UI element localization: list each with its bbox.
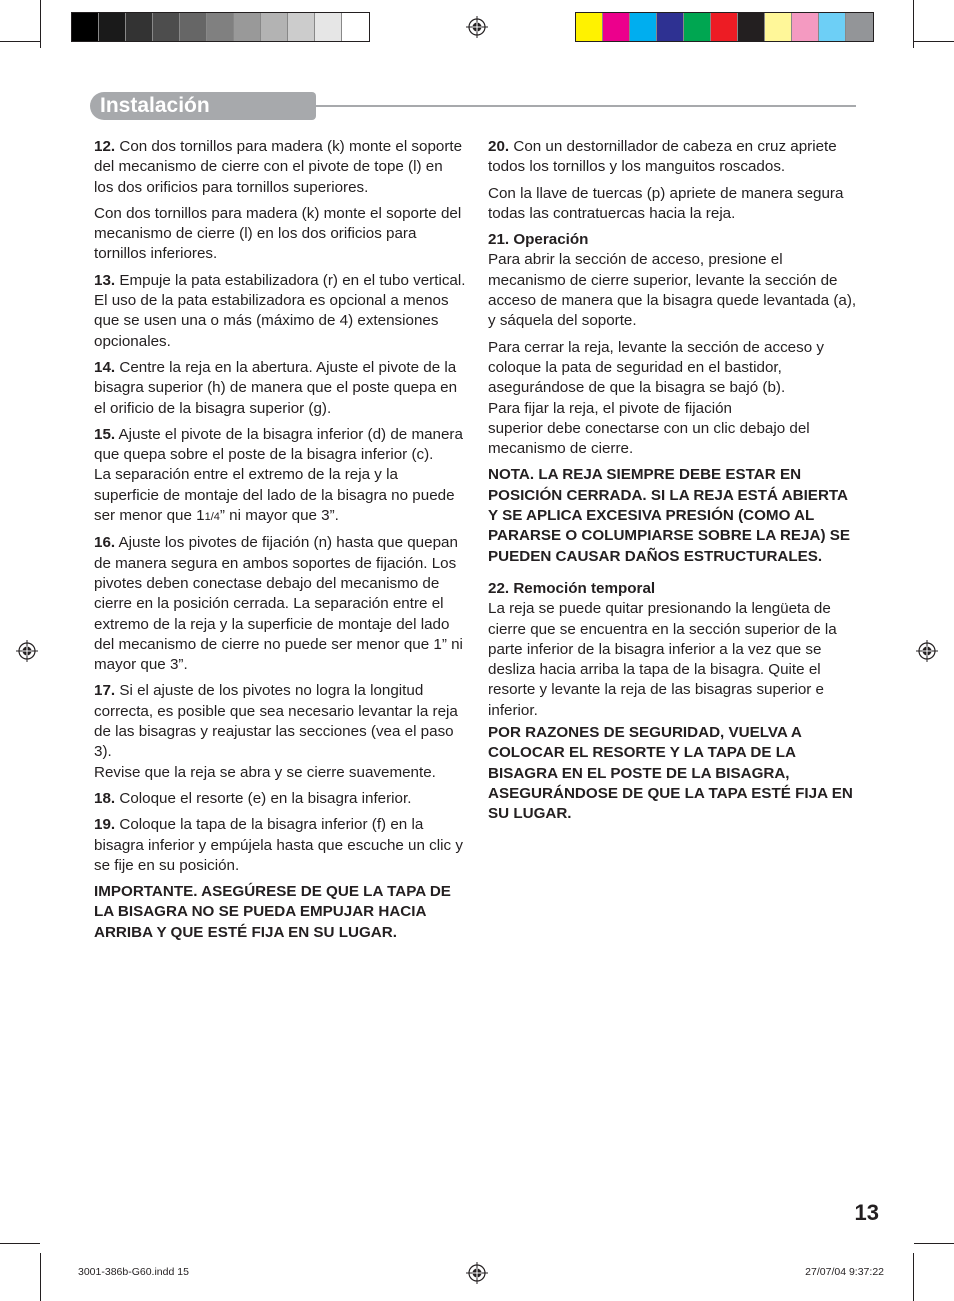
color-swatch bbox=[288, 13, 315, 41]
note-warning: NOTA. LA REJA SIEMPRE DEBE ESTAR EN POSICIÓN CERRADA. SI LA REJA ESTÁ ABIERTA Y SE APLICA EXCESIVA PRESIÓN (COMO AL PARARSE O COLUMPIARSE SOBRE LA REJA) SE PUEDEN CAUSAR DAÑOS ESTRUCTURALES. bbox=[488, 466, 851, 565]
color-swatch bbox=[630, 13, 657, 41]
color-swatch bbox=[72, 13, 99, 41]
step-14: 14. Centre la reja en la abertura. Ajuste el pivote de la bisagra superior (h) de manera que el poste quepa en el orificio de la bisagra superior (g). bbox=[94, 358, 458, 417]
color-swatch bbox=[738, 13, 765, 41]
color-swatch bbox=[684, 13, 711, 41]
left-column bbox=[94, 137, 466, 949]
gray-color-bar bbox=[71, 12, 370, 42]
step-15: 15. Ajuste el pivote de la bisagra inferior (d) de manera que quepa sobre el poste de la bisagra inferior (c). La separación entre el extremo de la reja y la superficie de montaje del lado de la bisagra no puede ser menor que 11/4” ni mayor que 3”. bbox=[94, 425, 463, 525]
crop-mark bbox=[40, 0, 41, 48]
color-swatch bbox=[99, 13, 126, 41]
right-column bbox=[488, 137, 860, 831]
color-swatch bbox=[765, 13, 792, 41]
color-swatch bbox=[153, 13, 180, 41]
color-swatch bbox=[846, 13, 873, 41]
step-20-continued: Con la llave de tuercas (p) apriete de manera segura todas las contratuercas hacia la reja. bbox=[488, 184, 844, 222]
header-rule bbox=[316, 105, 856, 107]
safety-warning: POR RAZONES DE SEGURIDAD, VUELVA A COLOCAR EL RESORTE Y LA TAPA DE LA BISAGRA EN EL POSTE DE LA BISAGRA, ASEGURÁNDOSE DE QUE LA TAPA ESTÉ FIJA EN SU LUGAR. bbox=[488, 724, 853, 823]
registration-mark-icon bbox=[916, 640, 938, 662]
step-17: 17. Si el ajuste de los pivotes no logra la longitud correcta, es posible que sea necesario levantar la reja de las bisagras y reajustar las secciones (vea el paso 3). Revise que la reja se abra y se cierre suavemente. bbox=[94, 682, 458, 781]
footer-file-info: 3001-386b-G60.indd 15 bbox=[78, 1266, 189, 1278]
color-swatch bbox=[819, 13, 846, 41]
crop-mark bbox=[914, 41, 954, 42]
color-swatch bbox=[792, 13, 819, 41]
color-swatch bbox=[657, 13, 684, 41]
color-swatch bbox=[315, 13, 342, 41]
registration-mark-icon bbox=[466, 1262, 488, 1284]
crop-mark bbox=[914, 1243, 954, 1244]
step-18: 18. Coloque el resorte (e) en la bisagra inferior. bbox=[94, 789, 412, 807]
color-swatch bbox=[180, 13, 207, 41]
registration-mark-icon bbox=[16, 640, 38, 662]
crop-mark bbox=[0, 41, 40, 42]
step-20: 20. Con un destornillador de cabeza en cruz apriete todos los tornillos y los manguitos roscados. bbox=[488, 138, 837, 176]
step-12: 12. Con dos tornillos para madera (k) monte el soporte del mecanismo de cierre con el pivote de tope (l) en los dos orificios para tornillos superiores. bbox=[94, 138, 463, 196]
crop-mark bbox=[0, 1243, 40, 1244]
color-swatch bbox=[576, 13, 603, 41]
color-swatch bbox=[711, 13, 738, 41]
important-warning: IMPORTANTE. ASEGÚRESE DE QUE LA TAPA DE LA BISAGRA NO SE PUEDA EMPUJAR HACIA ARRIBA Y QUE ESTÉ FIJA EN SU LUGAR. bbox=[94, 883, 451, 941]
step-21: 21. Operación Para abrir la sección de acceso, presione el mecanismo de cierre superior, levante la sección de acceso de manera que la bisagra quede levantada (a), y sáquela del soporte. bbox=[488, 231, 857, 330]
color-swatch bbox=[234, 13, 261, 41]
crop-mark bbox=[40, 1253, 41, 1301]
step-22: 22. Remoción temporal La reja se puede quitar presionando la lengüeta de cierre que se encuentra en la sección superior de la parte inferior de la bisagra inferior a la vez que se desliza hacia arriba la tapa de la bisagra. Quite el resorte y levante la reja de las bisagras superior e inferior. bbox=[488, 579, 837, 719]
step-21-continued: Para cerrar la reja, levante la sección de acceso y coloque la pata de seguridad en el bastidor, asegurándose de que la bisagra se bajó (b). Para fijar la reja, el pivote de fijación superior debe conectarse con un clic debajo del mecanismo de cierre. bbox=[488, 338, 824, 458]
color-swatch bbox=[261, 13, 288, 41]
color-swatch bbox=[207, 13, 234, 41]
color-swatch bbox=[126, 13, 153, 41]
crop-mark bbox=[913, 1253, 914, 1301]
step-13: 13. Empuje la pata estabilizadora (r) en el tubo vertical. El uso de la pata estabilizadora es opcional a menos que se usen una o más (máximo de 4) extensiones opcionales. bbox=[94, 271, 466, 350]
step-19: 19. Coloque la tapa de la bisagra inferior (f) en la bisagra inferior y empújela hasta que escuche un clic y se fije en su posición. bbox=[94, 816, 463, 874]
color-swatch bbox=[342, 13, 369, 41]
section-title: Instalación bbox=[100, 94, 210, 117]
step-16: 16. Ajuste los pivotes de fijación (n) hasta que quepan de manera segura en ambos soportes de fijación. Los pivotes deben conectase debajo del mecanismo de cierre en la posición cerrada. La separación entre el extremo de la reja y la superficie de montaje del lado del mecanismo de cierre no puede ser menor que 1” ni mayor que 3”. bbox=[94, 534, 463, 674]
registration-mark-icon bbox=[466, 16, 488, 38]
footer-datetime: 27/07/04 9:37:22 bbox=[805, 1266, 884, 1278]
process-color-bar bbox=[575, 12, 874, 42]
step-12-continued: Con dos tornillos para madera (k) monte el soporte del mecanismo de cierre (l) en los dos orificios para tornillos inferiores. bbox=[94, 204, 462, 263]
page-number: 13 bbox=[854, 1200, 879, 1225]
color-swatch bbox=[603, 13, 630, 41]
